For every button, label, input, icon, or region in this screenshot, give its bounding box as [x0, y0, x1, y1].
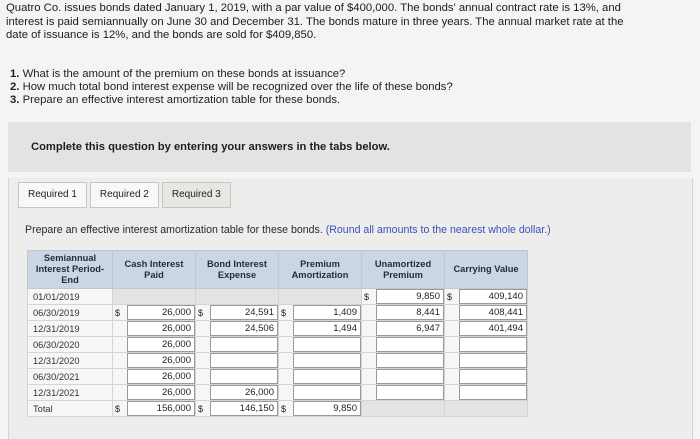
cash-interest-input[interactable]: 26,000: [127, 321, 195, 336]
header-cash-interest: Cash Interest Paid: [113, 251, 196, 289]
unamortized-premium-input[interactable]: [376, 385, 444, 400]
bond-expense-input[interactable]: [210, 369, 278, 384]
total-cash-value: 156,000: [127, 401, 195, 416]
period-date: 12/31/2021: [28, 385, 113, 401]
cell-cash-interest: [113, 289, 196, 305]
table-row: [28, 305, 528, 321]
header-carrying-value: Carrying Value: [445, 251, 528, 289]
question-list: [10, 68, 453, 107]
bond-expense-input[interactable]: [210, 353, 278, 368]
problem-statement: [6, 2, 696, 43]
currency-sign: $: [198, 307, 204, 318]
question-item: 2. How much total bond interest expense will be recognized over the life of these bonds?: [10, 81, 453, 93]
cell-bond-expense[interactable]: [196, 353, 279, 369]
amortization-table: [27, 250, 528, 417]
cell-carrying-value[interactable]: [445, 305, 528, 321]
cell-unamortized-premium[interactable]: [362, 337, 445, 353]
carrying-value-input[interactable]: 409,140: [459, 289, 527, 304]
cell-unamortized-premium[interactable]: [362, 321, 445, 337]
carrying-value-input[interactable]: [459, 385, 527, 400]
total-cash: [113, 401, 196, 417]
unamortized-premium-input[interactable]: [376, 337, 444, 352]
cell-bond-expense[interactable]: [196, 385, 279, 401]
tab-required-1[interactable]: Required 1: [18, 182, 87, 208]
table-row: [28, 369, 528, 385]
carrying-value-input[interactable]: [459, 353, 527, 368]
problem-line: date of issuance is 12%, and the bonds are sold for $409,850.: [6, 29, 317, 42]
carrying-value-input[interactable]: 401,494: [459, 321, 527, 336]
period-date: 06/30/2021: [28, 369, 113, 385]
total-empty: [445, 401, 528, 417]
bond-expense-input[interactable]: 24,506: [210, 321, 278, 336]
total-label: Total: [28, 401, 113, 417]
cell-unamortized-premium[interactable]: [362, 369, 445, 385]
cell-cash-interest[interactable]: [113, 305, 196, 321]
cell-bond-expense[interactable]: [196, 337, 279, 353]
tab-bar: [18, 182, 234, 208]
currency-sign: $: [281, 307, 287, 318]
cash-interest-input[interactable]: 26,000: [127, 385, 195, 400]
period-date: 06/30/2020: [28, 337, 113, 353]
premium-amort-input[interactable]: 1,494: [293, 321, 361, 336]
unamortized-premium-input[interactable]: [376, 369, 444, 384]
cell-bond-expense[interactable]: [196, 369, 279, 385]
cell-premium-amort[interactable]: [279, 353, 362, 369]
cell-premium-amort[interactable]: [279, 369, 362, 385]
carrying-value-input[interactable]: [459, 369, 527, 384]
premium-amort-input[interactable]: [293, 369, 361, 384]
premium-amort-input[interactable]: [293, 337, 361, 352]
cash-interest-input[interactable]: 26,000: [127, 369, 195, 384]
currency-sign: $: [447, 291, 453, 302]
cash-interest-input[interactable]: 26,000: [127, 353, 195, 368]
period-date: 01/01/2019: [28, 289, 113, 305]
table-instruction: Prepare an effective interest amortization table for these bonds. (Round all amounts to the nearest whole dollar.): [25, 224, 551, 236]
cell-cash-interest[interactable]: [113, 353, 196, 369]
total-row: [28, 401, 528, 417]
rounding-hint: (Round all amounts to the nearest whole dollar.): [325, 224, 551, 236]
carrying-value-input[interactable]: [459, 337, 527, 352]
cell-cash-interest[interactable]: [113, 337, 196, 353]
cell-premium-amort[interactable]: [279, 321, 362, 337]
cash-interest-input[interactable]: 26,000: [127, 305, 195, 320]
total-expense-value: 146,150: [210, 401, 278, 416]
instructions-banner: [8, 122, 691, 172]
period-date: 06/30/2019: [28, 305, 113, 321]
currency-sign: $: [115, 403, 121, 414]
header-premium-amort: Premium Amortization: [279, 251, 362, 289]
question-item: 1. What is the amount of the premium on these bonds at issuance?: [10, 68, 346, 80]
cell-premium-amort[interactable]: [279, 305, 362, 321]
cell-unamortized-premium[interactable]: [362, 289, 445, 305]
question-item: 3. Prepare an effective interest amortization table for these bonds.: [10, 94, 341, 106]
cell-carrying-value[interactable]: [445, 289, 528, 305]
cell-bond-expense: [196, 289, 279, 305]
total-amort: [279, 401, 362, 417]
banner-text: Complete this question by entering your answers in the tabs below.: [31, 141, 390, 153]
header-unamortized: Unamortized Premium: [362, 251, 445, 289]
period-date: 12/31/2020: [28, 353, 113, 369]
total-empty: [362, 401, 445, 417]
premium-amort-input[interactable]: [293, 353, 361, 368]
bond-expense-input[interactable]: [210, 337, 278, 352]
cell-premium-amort[interactable]: [279, 337, 362, 353]
header-bond-expense: Bond Interest Expense: [196, 251, 279, 289]
total-expense: [196, 401, 279, 417]
cell-unamortized-premium[interactable]: [362, 353, 445, 369]
cell-premium-amort: [279, 289, 362, 305]
period-date: 12/31/2019: [28, 321, 113, 337]
cell-carrying-value[interactable]: [445, 369, 528, 385]
cell-carrying-value[interactable]: [445, 321, 528, 337]
table-row: [28, 385, 528, 401]
tab-required-3[interactable]: Required 3: [162, 182, 231, 208]
currency-sign: $: [115, 307, 121, 318]
problem-line: interest is paid semiannually on June 30 and December 31. The bonds mature in three years. The annual market rate at the: [6, 15, 624, 28]
cell-unamortized-premium[interactable]: [362, 305, 445, 321]
header-period: Semiannual Interest Period-End: [28, 251, 113, 289]
cell-bond-expense[interactable]: [196, 321, 279, 337]
carrying-value-input[interactable]: 408,441: [459, 305, 527, 320]
currency-sign: $: [281, 403, 287, 414]
cell-unamortized-premium[interactable]: [362, 385, 445, 401]
unamortized-premium-input[interactable]: 8,441: [376, 305, 444, 320]
cell-premium-amort[interactable]: [279, 385, 362, 401]
cell-bond-expense[interactable]: [196, 305, 279, 321]
bond-expense-input[interactable]: 24,591: [210, 305, 278, 320]
table-row: [28, 321, 528, 337]
table-row: [28, 353, 528, 369]
currency-sign: $: [364, 291, 370, 302]
unamortized-premium-input[interactable]: 9,850: [376, 289, 444, 304]
cell-carrying-value[interactable]: [445, 385, 528, 401]
unamortized-premium-input[interactable]: [376, 353, 444, 368]
table-row: [28, 337, 528, 353]
problem-line: Quatro Co. issues bonds dated January 1, 2019, with a par value of $400,000. The bonds' annual contract rate is 13%, and: [6, 2, 621, 14]
premium-amort-input[interactable]: 1,409: [293, 305, 361, 320]
unamortized-premium-input[interactable]: 6,947: [376, 321, 444, 336]
total-amort-value: 9,850: [293, 401, 361, 416]
cell-cash-interest[interactable]: [113, 369, 196, 385]
cash-interest-input[interactable]: 26,000: [127, 337, 195, 352]
bond-expense-input[interactable]: 26,000: [210, 385, 278, 400]
tab-required-2[interactable]: Required 2: [90, 182, 159, 208]
currency-sign: $: [198, 403, 204, 414]
cell-carrying-value[interactable]: [445, 353, 528, 369]
cell-carrying-value[interactable]: [445, 337, 528, 353]
cell-cash-interest[interactable]: [113, 385, 196, 401]
table-row: [28, 289, 528, 305]
cell-cash-interest[interactable]: [113, 321, 196, 337]
premium-amort-input[interactable]: [293, 385, 361, 400]
